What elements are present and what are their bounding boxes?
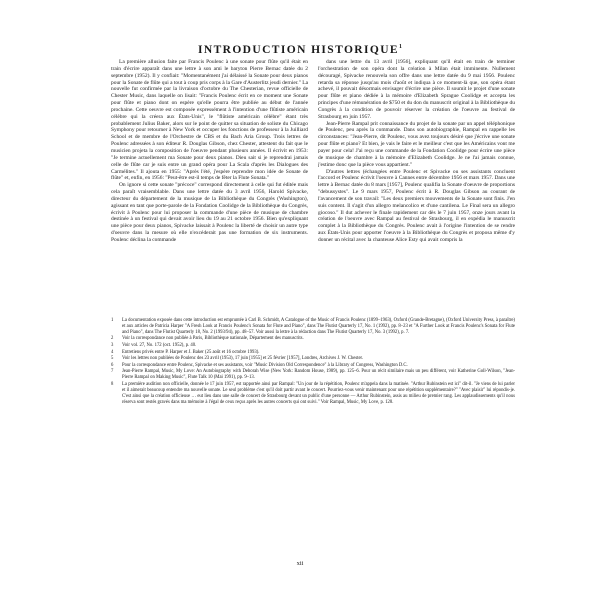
paragraph: On ignore si cette sonate "précoce" correspond directement à celle qui fut éditée mais cela paraît vraisemblable. Dans une lettre datée du 3 avril 1956, Harold Spivacke, directeur du département de la musique de la Bibliothèque du Congrès (Washington), agissant en tant que porte-parole de la Fondation Coolidge de la Bibliothèque du Congrès, écrivit à Poulenc pour lui proposer la commande d'une pièce de musique de chambre destinée à un festival qui devait avoir lieu du 19 au 21 octobre 1956. Bien qu'expliquant une pièce pour deux pianos, Spivacke laissait à Poulenc la liberté de choisir un autre type d'oeuvre dans la mesure où elle n'excéderait pas une formation de six instruments. Poulenc déclina la commande xyxy=(111,182,308,243)
footnote xyxy=(111,369,515,381)
text-column-left xyxy=(111,59,308,306)
footnote-text: Jean-Pierre Rampal, Music, My Love: An Autobiography with Deborah Wise (New York: Random House, 1989), pp. 125–6. Pour un récit similaire mais un peu différent, voir Katherine Goll-Wilson, "Jean-Pierre Rampal on Making Music", Flute Talk 10 (Mai 1991), pp. 9–13. xyxy=(122,369,515,381)
footnote xyxy=(111,363,515,369)
page-number: xii xyxy=(296,560,304,567)
footnote xyxy=(111,382,515,406)
paragraph: Jean-Pierre Rampal prit connaissance du projet de la sonate par un appel téléphonique de Poulenc, peu après la commande. Dans son autobiographie, Rampal en rappelle les circonstances: "Jean-Pierre, dit Poulenc, vous avez toujours désiré que j'écrive une sonate pour flûte et piano? Et bien, je vais le faire et le meilleur c'est que les Américains vont me payer pour cela! J'ai reçu une commande de la Fondation Coolidge pour écrire une pièce de musique de chambre à la mémoire d'Elizabeth Coolidge. Je ne l'ai jamais connue, j'estime donc que la pièce vous appartient." xyxy=(318,120,515,168)
footnote-number: 8 xyxy=(111,381,114,387)
page-title xyxy=(0,44,600,56)
footnote-text: La première audition non officielle, donnée le 17 juin 1957, est rapportée ainsi par Rampal: "Un jour de la répétition, Poulenc m'appela dans la matinée. "Arthur Rubinstein est ici" dit-il. "Je viens de lui parler et il aimerait beaucoup entendre ma nouvelle sonate. Le seul problème c'est qu'il doit partir avant le concert. Pourriez-vous venir maintenant pour une répétition supplémentaire?" "Avec plaisir" lui répondis-je. C'est ainsi que la création officieuse … eut lieu dans une salle de concert de Strasbourg devant un public d'une personne — Arthur Rubinstein, assis au milieu de premier rang. Les applaudissements qu'il nous réserva sont restés gravés dans ma mémoire à l'égal de ceux reçus après les autres concerts qui ont suivi." Voir Rampal, Music, My Love, p. 128. xyxy=(122,381,515,405)
footnote-number: 6 xyxy=(111,362,114,368)
footnote xyxy=(111,350,515,356)
footnote-text: La documentation exposée dans cette introduction est empruntée à Carl B. Schmidt, A Catalogue of the Music of Francis Poulenc (1899–1963), Oxford (Grande-Bretagne), (Oxford University Press, à paraître) et aux articles de Patricia Harper "A Fresh Look at Francis Poulenc's Sonata for Flute and Piano", dans The Flutist Quarterly 17, No. 1 (1992), pp. 8–23 et "A Further Look at Francis Poulenc's Sonata for Flute and Piano", dans The Flutist Quarterly 18, No. 2 (1993/94), pp. 48–57. Voir aussi la lettre à la rédaction dans The Flutist Quarterly 17, No. 3 (1992), p. 7. xyxy=(122,318,515,335)
footnote-number: 4 xyxy=(111,349,114,355)
footnote-text: Pour la correspondance entre Poulenc, Spivacke et ses assistants, voir "Music Division Old Correspondence" à la Library of Congress, Washington D.C. xyxy=(122,362,408,368)
footnote-number: 3 xyxy=(111,343,114,348)
paragraph: dans une lettre du 13 avril [1956], expliquant qu'il était en train de terminer l'orchestration de son opéra dont la création à Milan était imminente. Nullement découragé, Spivacke renouvela son offre dans une lettre datée du 9 mai 1956. Poulenc retarda sa réponse jusqu'au mois d'août et indiqua à ce moment-là que, son opéra étant achevé, il pouvait désormais envisager d'écrire une pièce. Il soumit le projet d'une sonate pour flûte et piano dédiée à la mémoire d'Elizabeth Sprague Coolidge et accepta les principes d'une rémunération de $750 et du don du manuscrit original à la Bibliothèque du Congrès à la condition de pouvoir réserver la création de l'oeuvre au festival de Strasbourg en juin 1957. xyxy=(318,59,515,120)
text-column-right xyxy=(318,59,515,306)
title-text: INTRODUCTION HISTORIQUE xyxy=(197,44,399,56)
footnote-text: Voir la correspondance non publiée à Paris, Bibliothèque nationale, Département des manuscrits. xyxy=(122,336,304,342)
title-footnote-marker: 1 xyxy=(399,44,402,51)
footnote-number: 5 xyxy=(111,356,114,362)
footnote-text: Voir vol. 27, No. 172 (oct. 1952), p. 40. xyxy=(122,343,197,348)
footnote-number: 1 xyxy=(111,318,114,323)
footnote xyxy=(111,356,515,362)
paragraph: D'autres lettres (échangées entre Poulenc et Spivacke ou ses assistants concluent l'accord et Poulenc écrivit l'oeuvre à Cannes entre décembre 1956 et mars 1957. Dans une lettre à Bernac datée du 8 mars [1957], Poulenc qualifia la Sonate d'oeuvre de proportions "debussystes". Le 9 mars 1957, Poulenc écrit à R. Douglas Gibson au courant de l'avancement de son travail: "Les deux premiers mouvements de la Sonate sont finis. J'en suis content. Il s'agit d'un allegro melancolico et d'une cantilena. Le Final sera un allegro giocoso." Il dut achever le finale rapidement car dès le 7 juin 1957, onze jours avant la création de l'oeuvre avec Rampal au festival de Strasbourg, il en expédia le manuscrit complet à la Bibliothèque du Congrès. Poulenc avait à l'origine l'intention de se rendre aux États-Unis pour apporter l'oeuvre à la Bibliothèque du Congrès et proposa même d'y donner un récital avec la chanteuse Alice Esty qui avait compris la xyxy=(318,168,515,243)
footnotes xyxy=(111,318,515,406)
footnote-text: Entretiens privés entre P. Harper et J. Baker (25 août et 16 octobre 1993). xyxy=(122,349,260,355)
footnote-text: Voir les lettres non publiées de Poulenc des 23 avril (1953), 17 juin [1955] et 25 février [1957], Londres, Archives J. W. Chester. xyxy=(122,356,364,362)
paragraph: La première allusion faite par Francis Poulenc à une sonate pour flûte qu'il était en train d'écrire apparaît dans une lettre à son ami le baryton Pierre Bernac datée du 2 septembre (1952). Il y confiait: "Momentanément j'ai délaissé la Sonate pour deux pianos pour la Sonate de flûte qui a tout à coup pris corps à la Gare d'Austerlitz jeudi dernier." La nouvelle fut confirmée par la livraison d'octobre du The Chesterian, revue officielle de Chester Music, dans laquelle on lisait: "Francis Poulenc écrit en ce moment une Sonate pour flûte et piano dont on espère qu'elle pourra être publiée au début de l'année prochaine. Cette oeuvre est composée expressément à l'intention d'une flûtiste américain célèbre qui la créera aux États-Unis", le "flûtiste américain célèbre" étant très probablement Julius Baker, alors sur le point de quitter sa situation de soliste du Chicago Symphony pour retourner à New York et occuper les fonctions de professeur à la Juilliard School et de membre de l'Orchestre de CBS et du Bach Aria Group. Trois lettres de Poulenc adressées à son éditeur R. Douglas Gibson, chez Chester, attestent du fait que le musicien projeta la composition de l'oeuvre pendant plusieurs années. Il écrivit en 1953: "Je termine actuellement ma Sonate pour deux pianos. Dieu sait si je reprendrai jamais celle de flûte car je suis entre un grand opéra pour La Scala d'après les Dialogues des Carmélites." Il ajouta en 1955: "Après l'été, j'espère reprendre mon idée de Sonate de flûte" et, enfin, en 1956: "Peut-être est-il temps de fêter la Flute Sonata." xyxy=(111,59,308,182)
footnote xyxy=(111,336,515,342)
footnote xyxy=(111,318,515,336)
footnote xyxy=(111,343,515,349)
footnote-number: 2 xyxy=(111,336,114,342)
footnote-number: 7 xyxy=(111,369,114,375)
